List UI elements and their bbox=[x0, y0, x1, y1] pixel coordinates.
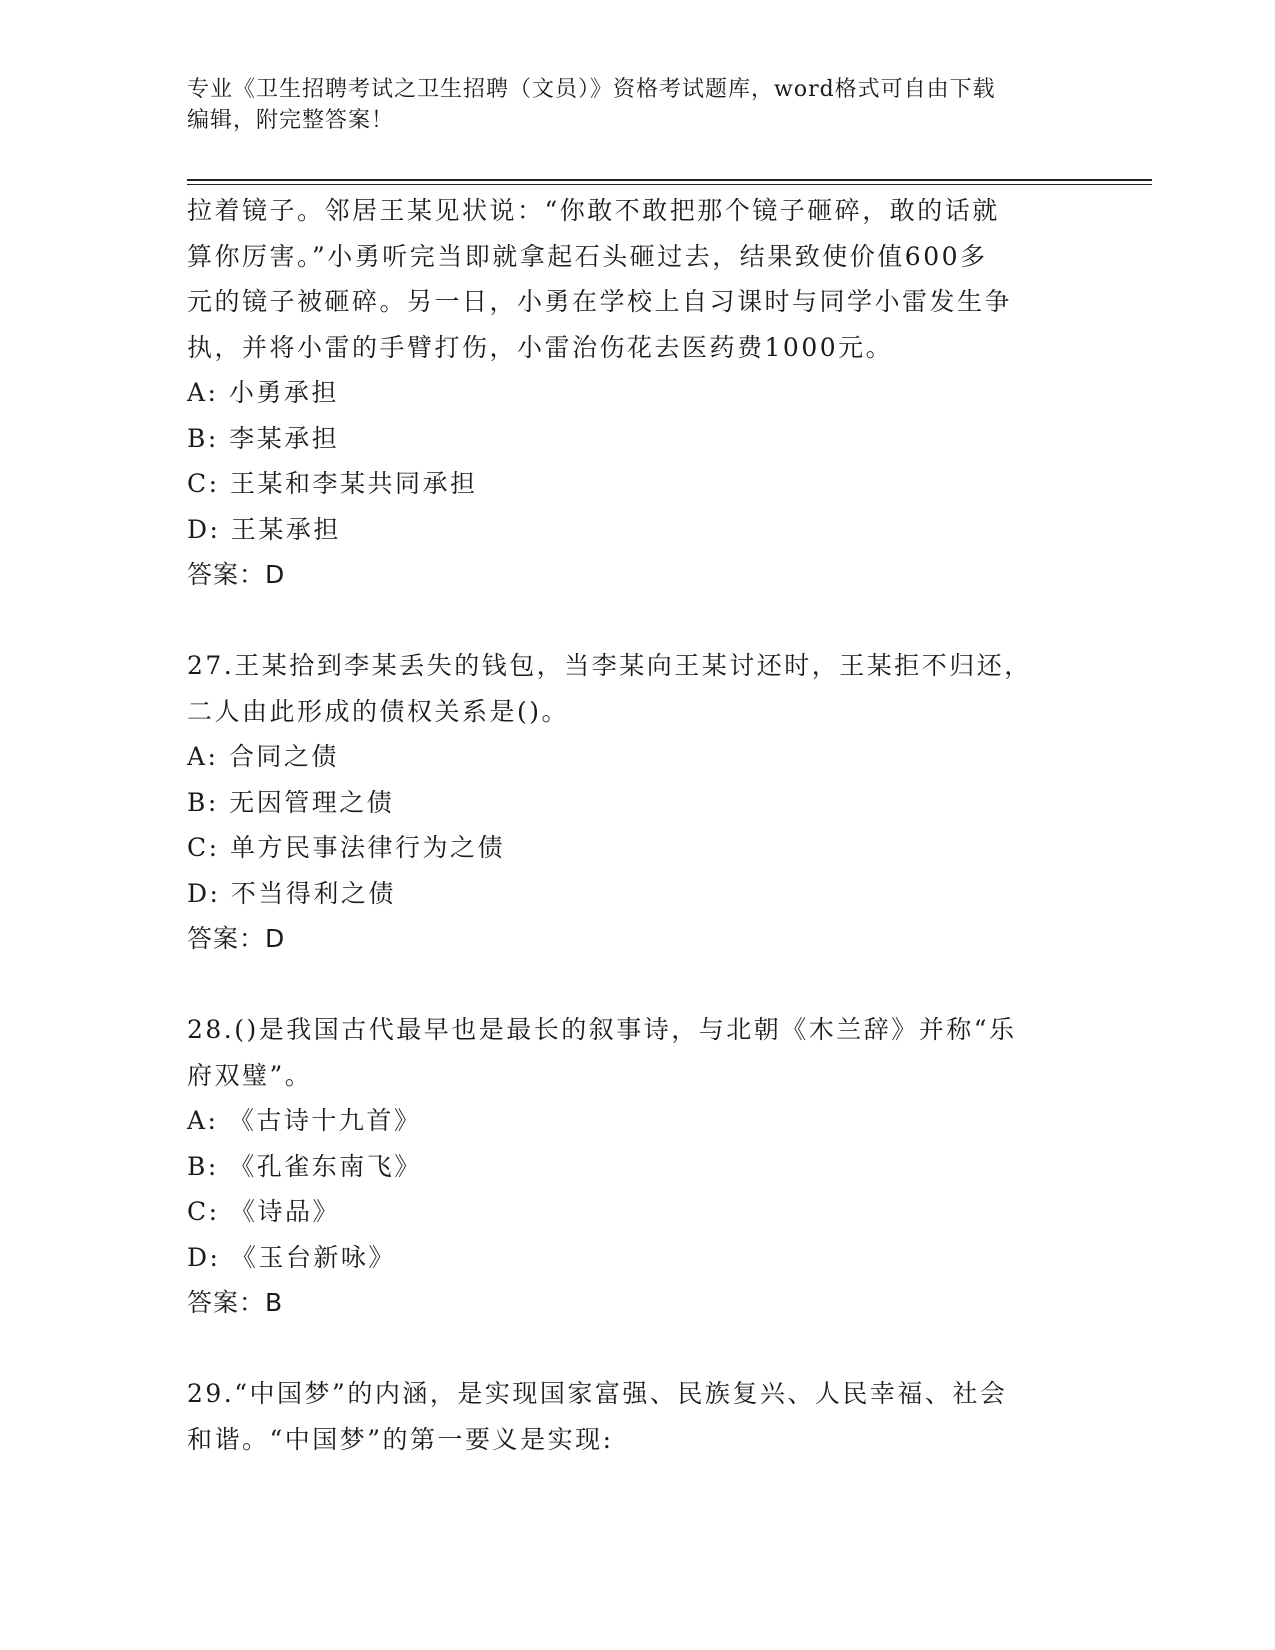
header-line-1: 专业《卫生招聘考试之卫生招聘（文员）》资格考试题库，word格式可自由下载 bbox=[187, 77, 996, 102]
question-text-line: 和谐。“中国梦”的第一要义是实现: bbox=[187, 1424, 614, 1454]
option-a: A: 小勇承担 bbox=[187, 378, 339, 407]
question-text-line: 27.王某拾到李某丢失的钱包，当李某向王某讨还时，王某拒不归还， bbox=[187, 651, 1032, 680]
option-a: A: 合同之债 bbox=[187, 742, 339, 771]
option-d: D: 不当得利之债 bbox=[187, 878, 396, 908]
answer-label: 答案：D bbox=[187, 924, 286, 953]
question-26-block bbox=[187, 188, 1087, 598]
question-text-line: 元的镜子被砸碎。另一日，小勇在学校上自习课时与同学小雷发生争 bbox=[187, 287, 1013, 316]
header-divider-thick bbox=[187, 179, 1152, 181]
option-c: C: 王某和李某共同承担 bbox=[187, 469, 478, 498]
spacer bbox=[187, 598, 1087, 644]
question-text-line: 执，并将小雷的手臂打伤，小雷治伤花去医药费1000元。 bbox=[187, 332, 894, 362]
question-text-line: 算你厉害。”小勇听完当即就拿起石头砸过去，结果致使价值600多 bbox=[187, 241, 988, 271]
header-divider-thin bbox=[187, 184, 1152, 185]
question-content bbox=[187, 188, 1087, 1462]
question-text-line: 28.()是我国古代最早也是最长的叙事诗，与北朝《木兰辞》并称“乐 bbox=[187, 1015, 1017, 1044]
option-b: B: 《孔雀东南飞》 bbox=[187, 1151, 422, 1181]
question-29-block bbox=[187, 1371, 1087, 1462]
option-c: C: 《诗品》 bbox=[187, 1197, 340, 1226]
spacer bbox=[187, 1326, 1087, 1372]
question-text-line: 二人由此形成的债权关系是()。 bbox=[187, 696, 570, 726]
option-b: B: 无因管理之债 bbox=[187, 787, 395, 817]
question-28-block bbox=[187, 1007, 1087, 1326]
option-b: B: 李某承担 bbox=[187, 423, 340, 453]
option-c: C: 单方民事法律行为之债 bbox=[187, 833, 505, 862]
header-line-2: 编辑，附完整答案！ bbox=[187, 108, 395, 133]
option-a: A: 《古诗十九首》 bbox=[187, 1106, 422, 1135]
question-text-line: 29.“中国梦”的内涵，是实现国家富强、民族复兴、人民幸福、社会 bbox=[187, 1379, 1008, 1408]
question-27-block bbox=[187, 643, 1087, 962]
document-header bbox=[187, 74, 1067, 136]
spacer bbox=[187, 962, 1087, 1008]
option-d: D: 《玉台新咏》 bbox=[187, 1242, 396, 1272]
option-d: D: 王某承担 bbox=[187, 514, 341, 544]
question-text-line: 拉着镜子。邻居王某见状说：“你敢不敢把那个镜子砸碎，敢的话就 bbox=[187, 196, 1000, 225]
question-text-line: 府双璧”。 bbox=[187, 1060, 313, 1090]
answer-label: 答案：B bbox=[187, 1288, 284, 1317]
answer-label: 答案：D bbox=[187, 560, 286, 589]
